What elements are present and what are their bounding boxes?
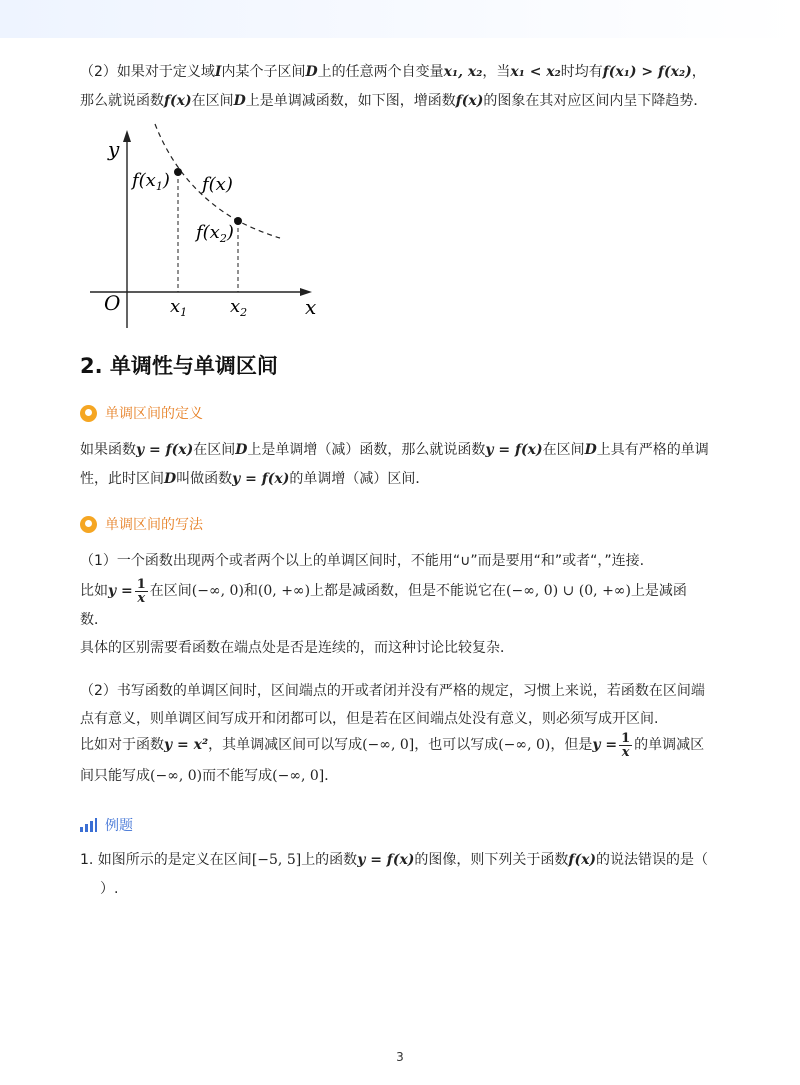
notation-p2-line3: 比如对于函数y = x²，其单调减区间可以写成(−∞, 0]，也可以写成(−∞, 0)，但是y = $\frac{1}{x}$ 的单调减区 [80,730,705,760]
lightbulb-icon [80,405,97,422]
bar-chart-icon [80,818,97,832]
tick-x1: $x_1$ [170,296,188,319]
definition-line1: 如果函数y = f(x)在区间D上是单调增（减）函数，那么就说函数y = f(x)在区间D上具有严格的单调 [80,442,709,458]
para1-line2: 那么就说函数f(x)在区间D上是单调减函数，如下图，增函数f(x)的图象在其对应区间内呈下降趋势． [80,93,708,109]
top-banner [0,0,800,38]
x-axis-label: x [305,295,317,319]
example-question-line2: ）. [100,881,119,897]
lightbulb-icon [80,516,97,533]
y-axis-arrow [123,130,131,142]
fraction-1-over-x: $\frac{1}{x}$ [136,576,146,606]
label-fx: f(x) [202,174,233,195]
notation-p2-line2: 点有意义，则单调区间写成开和闭都可以，但是若在区间端点处没有意义，则必须写成开区间. [80,711,659,727]
notation-p1-line1: （1）一个函数出现两个或者两个以上的单调区间时，不能用“∪”而是要用“和”或者“，”连接. [80,553,645,569]
example-question-line1: 1. 如图所示的是定义在区间[−5, 5]上的函数y = f(x)的图像，则下列关于函数f(x)的说法错误的是（ [80,852,709,868]
notation-p1-line2: 比如y = $\frac{1}{x}$ 在区间(−∞, 0)和(0, +∞)上都是减函数，但是不能说它在(−∞, 0) ∪ (0, +∞)上是减函 [80,576,687,606]
para1-line1: （2）如果对于定义域I内某个子区间D上的任意两个自变量x₁, x₂，当x₁ < x₂时均有f(x₁) > f(x₂)， [80,64,706,80]
notation-p2-line1: （2）书写函数的单调区间时，区间端点的开或者闭并没有严格的规定，习惯上来说，若函数在区间端 [80,683,705,699]
page-number: 3 [396,1050,404,1064]
definition-line2: 性，此时区间D叫做函数y = f(x)的单调增（减）区间． [80,471,430,487]
y-axis-label: y [108,137,120,161]
point-x1 [174,168,182,176]
example-heading: 例题 [80,815,133,835]
fraction-1-over-x: $\frac{1}{x}$ [621,730,631,760]
label-fx1: $f(x_1)$ [132,170,170,193]
section-title: 2. 单调性与单调区间 [80,354,278,378]
label-fx2: $f(x_2)$ [196,222,234,245]
tick-x2: $x_2$ [230,296,248,319]
notation-p2-line4: 间只能写成(−∞, 0)而不能写成(−∞, 0]． [80,768,339,784]
notation-p1-line3: 数． [80,612,108,628]
origin-label: O [104,291,121,315]
notation-p1-line4: 具体的区别需要看函数在端点处是否是连续的，而这种讨论比较复杂． [80,640,514,656]
subsection-notation-heading: 单调区间的写法 [80,514,203,534]
decreasing-function-graph [80,118,330,338]
point-x2 [234,217,242,225]
subsection-definition-heading: 单调区间的定义 [80,403,203,423]
